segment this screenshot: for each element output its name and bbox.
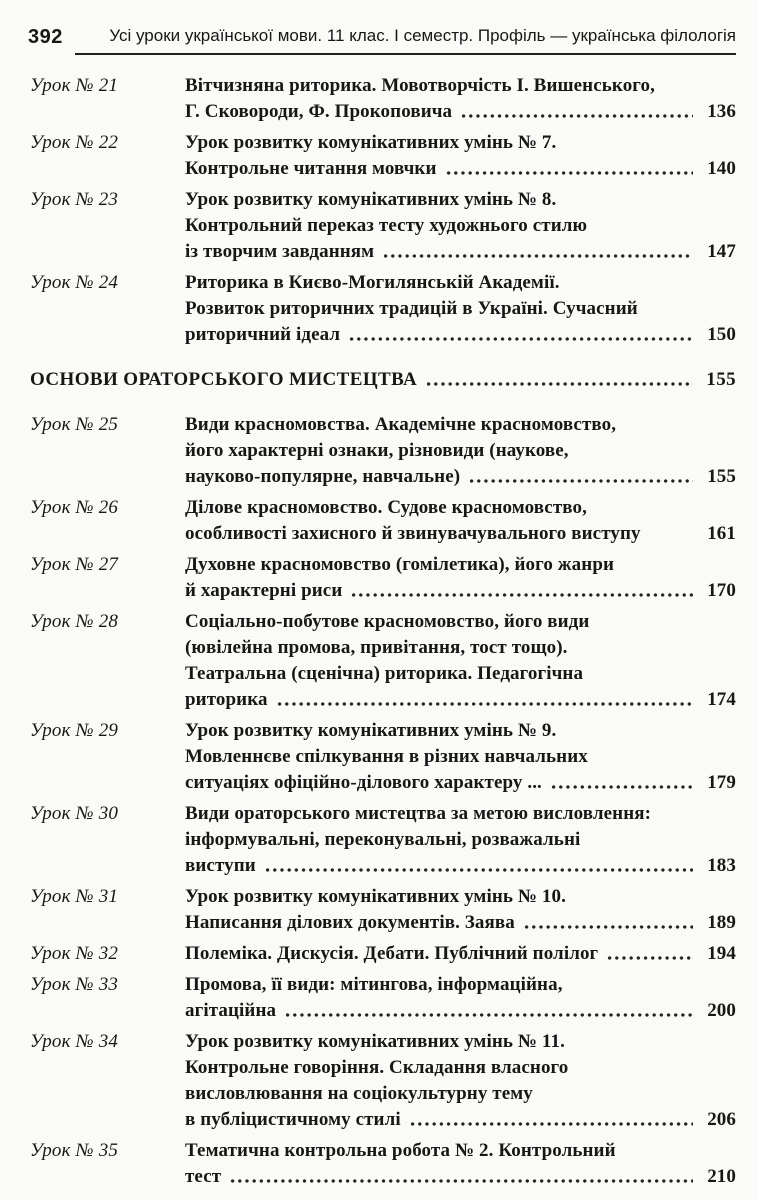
page-number: 200 bbox=[707, 1000, 736, 1021]
lesson-label: Урок № 24 bbox=[30, 272, 119, 293]
entry-text: й характерні риси bbox=[185, 580, 343, 601]
entry-title-line bbox=[185, 687, 736, 713]
entry-body bbox=[185, 270, 736, 348]
entry-body bbox=[185, 609, 736, 713]
dot-leader bbox=[409, 1121, 693, 1127]
entry-title-line bbox=[185, 99, 736, 125]
entry-text: Розвиток риторичних традицій в Україні. Сучасний bbox=[185, 298, 638, 319]
dot-leader bbox=[550, 784, 693, 790]
lesson-label: Урок № 25 bbox=[30, 414, 119, 435]
page-number: 161 bbox=[707, 523, 736, 544]
entry-title-line bbox=[185, 718, 736, 744]
entry-title-line bbox=[185, 438, 736, 464]
entry-text: Контрольне говоріння. Складання власного bbox=[185, 1057, 569, 1078]
dot-leader bbox=[284, 1012, 693, 1018]
lesson-label: Урок № 35 bbox=[30, 1140, 119, 1161]
entry-text: Контрольне читання мовчки bbox=[185, 158, 437, 179]
running-title: Усі уроки української мови. 11 клас. І семестр. Профіль — українська філологія bbox=[75, 27, 736, 55]
entry-text: агітаційна bbox=[185, 1000, 277, 1021]
page-number: 147 bbox=[707, 241, 736, 262]
entry-text: (ювілейна промова, привітання, тост тощо). bbox=[185, 637, 568, 658]
entry-body bbox=[185, 73, 736, 125]
lesson-label: Урок № 28 bbox=[30, 611, 119, 632]
toc-entry bbox=[30, 801, 736, 879]
toc-entry bbox=[30, 718, 736, 796]
page-number: 206 bbox=[707, 1109, 736, 1130]
entry-body bbox=[185, 412, 736, 490]
page-number-header: 392 bbox=[28, 26, 63, 48]
entry-text: Г. Сковороди, Ф. Прокоповича bbox=[185, 101, 453, 122]
entry-title-line bbox=[185, 156, 736, 182]
page-number: 150 bbox=[707, 324, 736, 345]
toc-entry bbox=[30, 73, 736, 125]
dot-leader bbox=[348, 336, 693, 342]
section-title-line bbox=[30, 367, 736, 393]
entry-title-line bbox=[185, 1138, 736, 1164]
entry-body bbox=[185, 972, 736, 1024]
entry-text: Тематична контрольна робота № 2. Контрольний bbox=[185, 1140, 616, 1161]
dot-leader bbox=[276, 701, 693, 707]
page-number: 210 bbox=[707, 1166, 736, 1187]
entry-body bbox=[30, 367, 736, 393]
entry-text: Соціально-побутове красномовство, його види bbox=[185, 611, 590, 632]
toc-list bbox=[28, 55, 736, 1190]
entry-title-line bbox=[185, 73, 736, 99]
entry-body bbox=[185, 552, 736, 604]
entry-title-line bbox=[185, 1164, 736, 1190]
entry-title-line bbox=[185, 187, 736, 213]
entry-body bbox=[185, 187, 736, 265]
toc-entry bbox=[30, 130, 736, 182]
entry-title-line bbox=[185, 464, 736, 490]
lesson-label: Урок № 34 bbox=[30, 1031, 119, 1052]
entry-text: Контрольний переказ тесту художнього стилю bbox=[185, 215, 588, 236]
dot-leader bbox=[445, 170, 693, 176]
dot-leader bbox=[460, 113, 693, 119]
lesson-label: Урок № 26 bbox=[30, 497, 119, 518]
entry-text: Види ораторського мистецтва за метою висловлення: bbox=[185, 803, 652, 824]
entry-title-line bbox=[185, 972, 736, 998]
entry-text: науково-популярне, навчальне) bbox=[185, 466, 461, 487]
entry-text: Вітчизняна риторика. Мовотворчість І. Вишенського, bbox=[185, 75, 655, 96]
entry-text: ОСНОВИ ОРАТОРСЬКОГО МИСТЕЦТВА bbox=[30, 369, 418, 390]
entry-title-line bbox=[185, 910, 736, 936]
entry-text: Полеміка. Дискусія. Дебати. Публічний полілог bbox=[185, 943, 599, 964]
lesson-label: Урок № 21 bbox=[30, 75, 119, 96]
entry-title-line bbox=[185, 884, 736, 910]
entry-title-line bbox=[185, 1029, 736, 1055]
entry-title-line bbox=[185, 853, 736, 879]
lesson-label: Урок № 29 bbox=[30, 720, 119, 741]
entry-title-line bbox=[185, 827, 736, 853]
entry-title-line bbox=[185, 322, 736, 348]
entry-title-line bbox=[185, 213, 736, 239]
entry-text: виступи bbox=[185, 855, 256, 876]
lesson-label: Урок № 32 bbox=[30, 943, 119, 964]
lesson-label: Урок № 31 bbox=[30, 886, 119, 907]
lesson-label: Урок № 30 bbox=[30, 803, 119, 824]
entry-text: риторика bbox=[185, 689, 268, 710]
entry-title-line bbox=[185, 578, 736, 604]
toc-entry bbox=[30, 412, 736, 490]
entry-text: Урок розвитку комунікативних умінь № 11. bbox=[185, 1031, 565, 1052]
entry-text: Духовне красномовство (гомілетика), його жанри bbox=[185, 554, 615, 575]
entry-title-line bbox=[185, 521, 736, 547]
page-number: 179 bbox=[707, 772, 736, 793]
toc-entry bbox=[30, 270, 736, 348]
entry-body bbox=[185, 1138, 736, 1190]
entry-title-line bbox=[185, 801, 736, 827]
dot-leader bbox=[468, 478, 693, 484]
entry-text: висловлювання на соціокультурну тему bbox=[185, 1083, 533, 1104]
entry-text: інформувальні, переконувальні, розважальні bbox=[185, 829, 581, 850]
entry-title-line bbox=[185, 744, 736, 770]
entry-text: Види красномовства. Академічне красномовство, bbox=[185, 414, 617, 435]
dot-leader bbox=[606, 955, 693, 961]
toc-entry bbox=[30, 1138, 736, 1190]
entry-title-line bbox=[185, 609, 736, 635]
lesson-label: Урок № 33 bbox=[30, 974, 119, 995]
lesson-label: Урок № 27 bbox=[30, 554, 119, 575]
toc-section-heading bbox=[30, 367, 736, 393]
entry-text: Мовленнєве спілкування в різних навчальних bbox=[185, 746, 588, 767]
entry-text: особливості захисного й звинувачувального виступу bbox=[185, 523, 641, 544]
entry-title-line bbox=[185, 635, 736, 661]
entry-title-line bbox=[185, 270, 736, 296]
entry-title-line bbox=[185, 998, 736, 1024]
entry-body bbox=[185, 130, 736, 182]
entry-text: Театральна (сценічна) риторика. Педагогічна bbox=[185, 663, 584, 684]
page-number: 174 bbox=[707, 689, 736, 710]
entry-text: риторичний ідеал bbox=[185, 324, 341, 345]
entry-text: тест bbox=[185, 1166, 222, 1187]
entry-title-line bbox=[185, 552, 736, 578]
entry-text: Урок розвитку комунікативних умінь № 9. bbox=[185, 720, 557, 741]
toc-entry bbox=[30, 552, 736, 604]
toc-entry bbox=[30, 972, 736, 1024]
toc-entry bbox=[30, 187, 736, 265]
toc-entry bbox=[30, 609, 736, 713]
entry-text: із творчим завданням bbox=[185, 241, 375, 262]
entry-text: ситуаціях офіційно-ділового характеру ... bbox=[185, 772, 542, 793]
dot-leader bbox=[229, 1178, 693, 1184]
entry-text: Урок розвитку комунікативних умінь № 10. bbox=[185, 886, 566, 907]
entry-text: Риторика в Києво-Могилянській Академії. bbox=[185, 272, 560, 293]
entry-text: його характерні ознаки, різновиди (наукове, bbox=[185, 440, 569, 461]
lesson-label: Урок № 22 bbox=[30, 132, 119, 153]
dot-leader bbox=[350, 592, 693, 598]
entry-text: Урок розвитку комунікативних умінь № 8. bbox=[185, 189, 557, 210]
entry-body bbox=[185, 884, 736, 936]
page-number: 170 bbox=[707, 580, 736, 601]
dot-leader bbox=[264, 867, 693, 873]
page-number: 136 bbox=[707, 101, 736, 122]
page-number: 155 bbox=[707, 466, 736, 487]
dot-leader bbox=[523, 924, 693, 930]
entry-body bbox=[185, 495, 736, 547]
entry-title-line bbox=[185, 239, 736, 265]
entry-text: Урок розвитку комунікативних умінь № 7. bbox=[185, 132, 557, 153]
entry-title-line bbox=[185, 1081, 736, 1107]
toc-entry bbox=[30, 1029, 736, 1133]
entry-body bbox=[185, 1029, 736, 1133]
entry-text: Промова, її види: мітингова, інформаційна, bbox=[185, 974, 563, 995]
page-number: 183 bbox=[707, 855, 736, 876]
entry-title-line bbox=[185, 495, 736, 521]
toc-entry bbox=[30, 495, 736, 547]
entry-body bbox=[185, 718, 736, 796]
dot-leader bbox=[425, 381, 693, 387]
page-number: 189 bbox=[707, 912, 736, 933]
entry-body bbox=[185, 941, 736, 967]
toc-entry bbox=[30, 884, 736, 936]
entry-body bbox=[185, 801, 736, 879]
entry-title-line bbox=[185, 1107, 736, 1133]
entry-title-line bbox=[185, 130, 736, 156]
entry-title-line bbox=[185, 412, 736, 438]
lesson-label: Урок № 23 bbox=[30, 189, 119, 210]
toc-entry bbox=[30, 941, 736, 967]
entry-title-line bbox=[185, 296, 736, 322]
entry-title-line bbox=[185, 770, 736, 796]
page-number: 140 bbox=[707, 158, 736, 179]
entry-title-line bbox=[185, 1055, 736, 1081]
dot-leader bbox=[382, 253, 693, 259]
page-number: 194 bbox=[707, 943, 736, 964]
entry-text: в публіцистичному стилі bbox=[185, 1109, 401, 1130]
page-number: 155 bbox=[706, 369, 736, 390]
entry-text: Ділове красномовство. Судове красномовство, bbox=[185, 497, 587, 518]
entry-text: Написання ділових документів. Заява bbox=[185, 912, 515, 933]
entry-title-line bbox=[185, 941, 736, 967]
entry-title-line bbox=[185, 661, 736, 687]
page-header bbox=[28, 27, 736, 55]
